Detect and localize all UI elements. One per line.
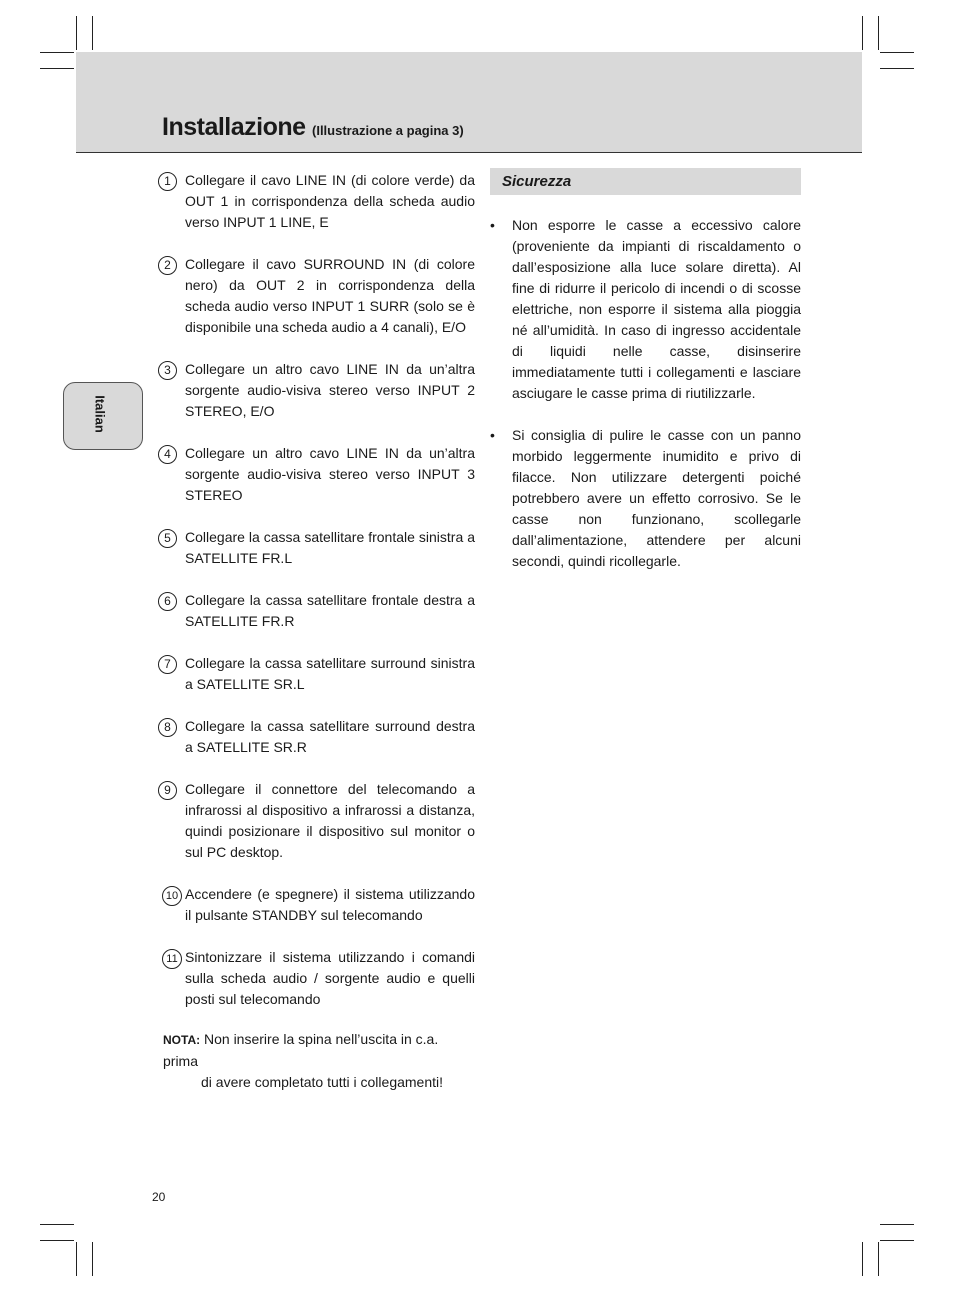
safety-text: Si consiglia di pulire le casse con un panno morbido leggermente inumidito e privo di filacce. Non utilizzare detergenti poiché potrebbero avere un effetto corrosivo. Se le casse non funzionano, scollegarle dall’alimentazione, attendere per alcuni secondi, quindi ricollegarle.	[512, 427, 801, 569]
section-title: Sicurezza	[502, 173, 572, 190]
step-text: Collegare la cassa satellitare surround destra a SATELLITE SR.R	[185, 718, 475, 755]
step-item	[157, 527, 475, 569]
step-item	[157, 359, 475, 422]
language-tab-label: Italian	[92, 395, 108, 433]
step-item	[157, 254, 475, 338]
crop-mark	[76, 16, 77, 50]
note-line-1	[163, 1029, 475, 1072]
crop-mark	[878, 1242, 879, 1276]
crop-mark	[92, 1242, 93, 1276]
crop-mark	[880, 1224, 914, 1225]
step-item	[157, 590, 475, 632]
page-title	[162, 113, 464, 142]
bullet-mark: •	[490, 217, 495, 233]
step-item	[157, 170, 475, 233]
installation-steps	[157, 170, 475, 1031]
note-text-1: Non inserire la spina nell’uscita in c.a. prima	[163, 1031, 439, 1069]
crop-mark	[76, 1242, 77, 1276]
step-number: 8	[158, 718, 177, 737]
safety-list	[490, 215, 801, 593]
safety-item	[490, 215, 801, 404]
step-item	[157, 716, 475, 758]
step-item	[157, 779, 475, 863]
step-number: 2	[158, 256, 177, 275]
crop-mark	[40, 1240, 74, 1241]
crop-mark	[92, 16, 93, 50]
step-text: Collegare un altro cavo LINE IN da un’altra sorgente audio-visiva stereo verso INPUT 2 STEREO, E/O	[185, 361, 475, 419]
step-item	[157, 884, 475, 926]
step-text: Collegare la cassa satellitare frontale destra a SATELLITE FR.R	[185, 592, 475, 629]
step-text: Collegare la cassa satellitare frontale sinistra a SATELLITE FR.L	[185, 529, 475, 566]
step-number: 11	[162, 949, 182, 969]
step-number: 5	[158, 529, 177, 548]
step-text: Collegare il connettore del telecomando a infrarossi al dispositivo a infrarossi a distanza, quindi posizionare il dispositivo sul monitor o sul PC desktop.	[185, 781, 475, 860]
step-number: 9	[158, 781, 177, 800]
crop-mark	[862, 16, 863, 50]
step-text: Sintonizzare il sistema utilizzando i comandi sulla scheda audio / sorgente audio e quelli posti sul telecomando	[185, 949, 475, 1007]
crop-mark	[40, 52, 74, 53]
page-title-text: Installazione	[162, 113, 306, 141]
note	[163, 1029, 475, 1093]
crop-mark	[40, 68, 74, 69]
step-number: 1	[158, 172, 177, 191]
page-number: 20	[152, 1190, 166, 1204]
step-item	[157, 653, 475, 695]
section-header-box	[490, 168, 801, 195]
step-number: 10	[162, 886, 182, 906]
step-text: Collegare il cavo SURROUND IN (di colore nero) da OUT 2 in corrispondenza della scheda audio verso INPUT 1 SURR (solo se è disponibile una scheda audio a 4 canali), E/O	[185, 256, 475, 335]
step-text: Collegare la cassa satellitare surround sinistra a SATELLITE SR.L	[185, 655, 475, 692]
bullet-mark: •	[490, 427, 495, 443]
step-number: 3	[158, 361, 177, 380]
crop-mark	[40, 1224, 74, 1225]
safety-text: Non esporre le casse a eccessivo calore (proveniente da impianti di riscaldamento o dall’esposizione alla luce solare diretta). Al fine di ridurre il pericolo di incendi o di scosse elettriche, non esporre il sistema alla pioggia né all’umidità. In caso di ingresso accidentale di liquidi nelle casse, disinserire immediatamente tutti i collegamenti e lasciare asciugare le casse prima di riutilizzarle.	[512, 217, 801, 401]
crop-mark	[878, 16, 879, 50]
crop-mark	[880, 52, 914, 53]
step-number: 7	[158, 655, 177, 674]
step-number: 6	[158, 592, 177, 611]
step-text: Accendere (e spegnere) il sistema utilizzando il pulsante STANDBY sul telecomando	[185, 886, 475, 923]
step-text: Collegare un altro cavo LINE IN da un’altra sorgente audio-visiva stereo verso INPUT 3 STEREO	[185, 445, 475, 503]
note-label: NOTA:	[163, 1033, 201, 1047]
step-text: Collegare il cavo LINE IN (di colore verde) da OUT 1 in corrispondenza della scheda audio verso INPUT 1 LINE, E	[185, 172, 475, 230]
note-text-2: di avere completato tutti i collegamenti!	[201, 1074, 444, 1090]
step-number: 4	[158, 445, 177, 464]
step-item	[157, 443, 475, 506]
crop-mark	[880, 68, 914, 69]
crop-mark	[862, 1242, 863, 1276]
crop-mark	[880, 1240, 914, 1241]
step-item	[157, 947, 475, 1010]
safety-item	[490, 425, 801, 572]
page-subtitle: (Illustrazione a pagina 3)	[312, 123, 464, 138]
